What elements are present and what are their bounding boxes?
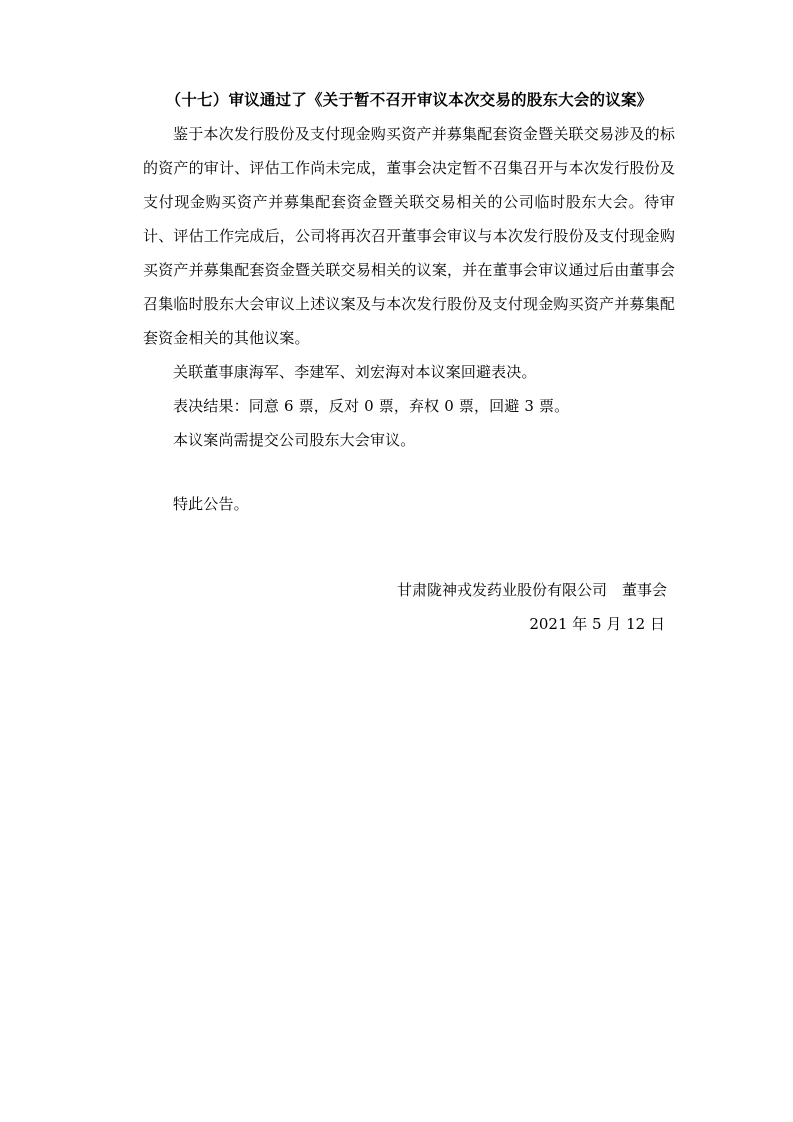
paragraph-recusal: 关联董事康海军、李建军、刘宏海对本议案回避表决。	[173, 363, 537, 382]
paragraph-vote-result: 表决结果：同意 6 票，反对 0 票，弃权 0 票，回避 3 票。	[173, 397, 570, 416]
paragraph-spacer	[143, 457, 675, 487]
paragraph-resolution-body: 鉴于本次发行股份及支付现金购买资产并募集配套资金暨关联交易涉及的标的资产的审计、评估工作尚未完成，董事会决定暂不召集召开与本次发行股份及支付现金购买资产并募集配套资金暨关联交易相关的公司临时股东大会。待审计、评估工作完成后，公司将再次召开董事会审议与本次发行股份及支付现金购买资产并募集配套资金暨关联交易相关的议案，并在董事会审议通过后由董事会召集临时股东大会审议上述议案及与本次发行股份及支付现金购买资产并募集配套资金相关的其他议案。	[143, 125, 675, 348]
signature-company: 甘肃陇神戎发药业股份有限公司 董事会	[396, 581, 667, 600]
signature-date: 2021 年 5 月 12 日	[529, 615, 665, 634]
paragraph-announcement-closing: 特此公告。	[173, 495, 249, 514]
signature-block	[143, 573, 675, 641]
page-title: （十七）审议通过了《关于暂不召开审议本次交易的股东大会的议案》	[165, 90, 653, 109]
paragraph-pending-shareholders: 本议案尚需提交公司股东大会审议。	[173, 431, 416, 450]
